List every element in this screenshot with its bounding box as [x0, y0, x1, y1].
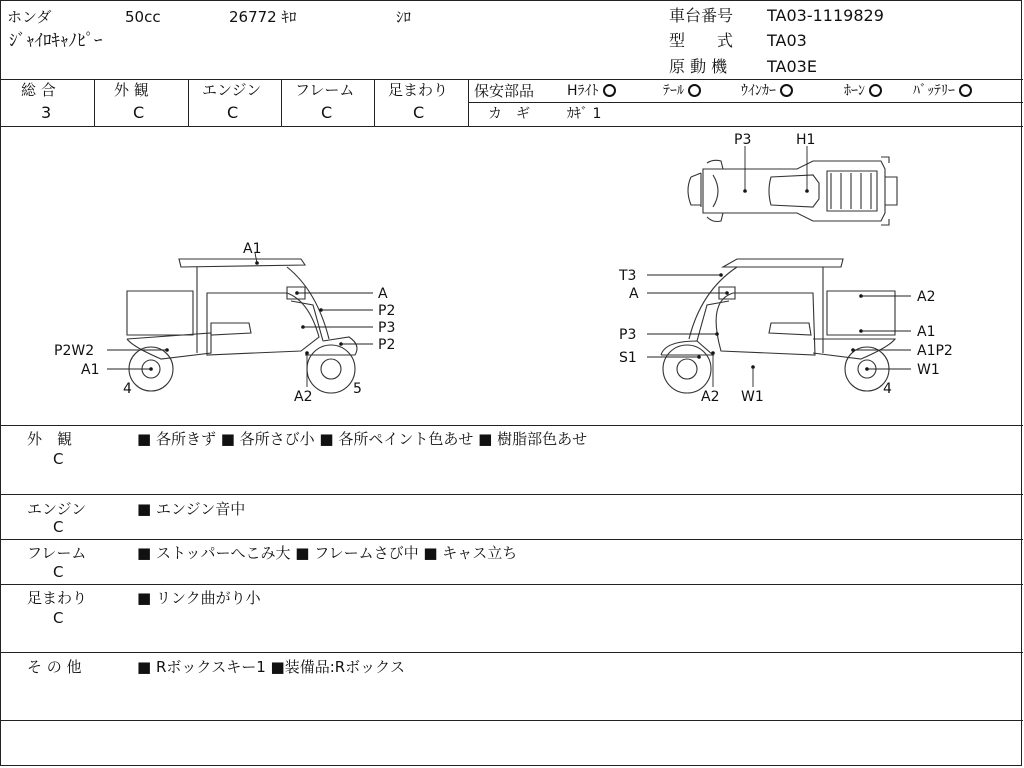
label-left-a2: A2 — [294, 389, 313, 405]
grade-exterior-label: 外 観 — [114, 81, 149, 99]
headlight-ok-icon — [603, 84, 616, 97]
label-left-a1-top: A1 — [243, 241, 262, 257]
safety-horn: ﾎｰﾝ — [844, 82, 882, 100]
maker: ホンダ — [7, 8, 52, 26]
winker-ok-icon — [780, 84, 793, 97]
label-right-p3: P3 — [619, 327, 637, 343]
frame-no-label: 車台番号 — [669, 6, 734, 25]
label-right-t3: T3 — [619, 268, 637, 284]
model-name: ｼﾞｬｲﾛｷｬﾉﾋﾟｰ — [9, 31, 103, 51]
grade-total-label: 総 合 — [21, 81, 56, 99]
frame-no: TA03-1119829 — [767, 6, 884, 25]
displacement: 50cc — [125, 8, 161, 26]
section-engine-items: ■ エンジン音中 — [137, 500, 246, 518]
label-left-p2-a: P2 — [378, 303, 396, 319]
grade-total-value: 3 — [41, 103, 52, 122]
grade-engine-value: C — [227, 103, 239, 122]
label-left-p3: P3 — [378, 320, 396, 336]
safety-winker: ｳｲﾝｶｰ — [741, 82, 793, 100]
section-engine-grade: C — [53, 518, 64, 536]
section-other-items: ■ Rボックスキー1 ■装備品:Rボックス — [137, 658, 406, 676]
section-suspension-grade: C — [53, 609, 64, 627]
section-exterior-items: ■ 各所きず ■ 各所さび小 ■ 各所ペイント色あせ ■ 樹脂部色あせ — [137, 430, 588, 448]
grade-frame-label: フレーム — [295, 81, 355, 99]
label-right-a1: A1 — [917, 324, 936, 340]
section-frame-title: フレーム — [27, 544, 87, 562]
section-frame-grade: C — [53, 563, 64, 581]
body-color: ｼﾛ — [396, 8, 412, 26]
section-exterior-grade: C — [53, 450, 64, 468]
label-right-a: A — [629, 286, 639, 302]
grade-suspension-value: C — [413, 103, 425, 122]
label-right-a2-top: A2 — [917, 289, 936, 305]
engine-value: TA03E — [767, 57, 817, 76]
right-side-sketch — [661, 259, 895, 393]
safety-tail: ﾃｰﾙ — [663, 82, 701, 100]
tail-ok-icon — [688, 84, 701, 97]
horn-ok-icon — [869, 84, 882, 97]
label-right-s1: S1 — [619, 350, 637, 366]
grade-engine-label: エンジン — [202, 81, 262, 99]
label-left-5: 5 — [353, 381, 362, 397]
label-right-a2: A2 — [701, 389, 720, 405]
safety-battery: ﾊﾞｯﾃﾘｰ — [913, 82, 972, 100]
left-side-sketch — [127, 259, 357, 393]
grade-exterior-value: C — [133, 103, 145, 122]
scooter-diagram — [1, 127, 1023, 425]
top-view-sketch — [688, 157, 897, 225]
label-top-h1: H1 — [796, 132, 816, 148]
section-suspension-items: ■ リンク曲がり小 — [137, 589, 261, 607]
grade-frame-value: C — [321, 103, 333, 122]
label-left-a1: A1 — [81, 362, 100, 378]
section-suspension-title: 足まわり — [27, 589, 88, 607]
key-value: ｶｷﾞ 1 — [567, 106, 602, 122]
label-right-w1-wheel: W1 — [917, 362, 940, 378]
label-right-4: 4 — [883, 381, 892, 397]
battery-ok-icon — [959, 84, 972, 97]
label-left-p2-b: P2 — [378, 337, 396, 353]
safety-title: 保安部品 — [474, 82, 535, 100]
type-value: TA03 — [767, 31, 807, 50]
key-label: カ ギ — [488, 106, 530, 122]
engine-label: 原 動 機 — [669, 57, 728, 76]
type-label: 型 式 — [669, 31, 734, 50]
grade-suspension-label: 足まわり — [388, 81, 449, 99]
mileage: 26772 ｷﾛ — [229, 8, 297, 26]
label-top-p3: P3 — [734, 132, 752, 148]
section-exterior-title: 外 観 — [27, 430, 73, 448]
label-left-4: 4 — [123, 381, 132, 397]
section-other-title: そ の 他 — [27, 658, 82, 676]
label-left-a: A — [378, 286, 388, 302]
section-engine-title: エンジン — [27, 500, 87, 518]
label-left-p2w2: P2W2 — [54, 343, 95, 359]
label-right-w1: W1 — [741, 389, 764, 405]
section-frame-items: ■ ストッパーへこみ大 ■ フレームさび中 ■ キャス立ち — [137, 544, 518, 562]
label-right-a1p2: A1P2 — [917, 343, 953, 359]
safety-headlight: Hﾗｲﾄ — [567, 82, 616, 100]
